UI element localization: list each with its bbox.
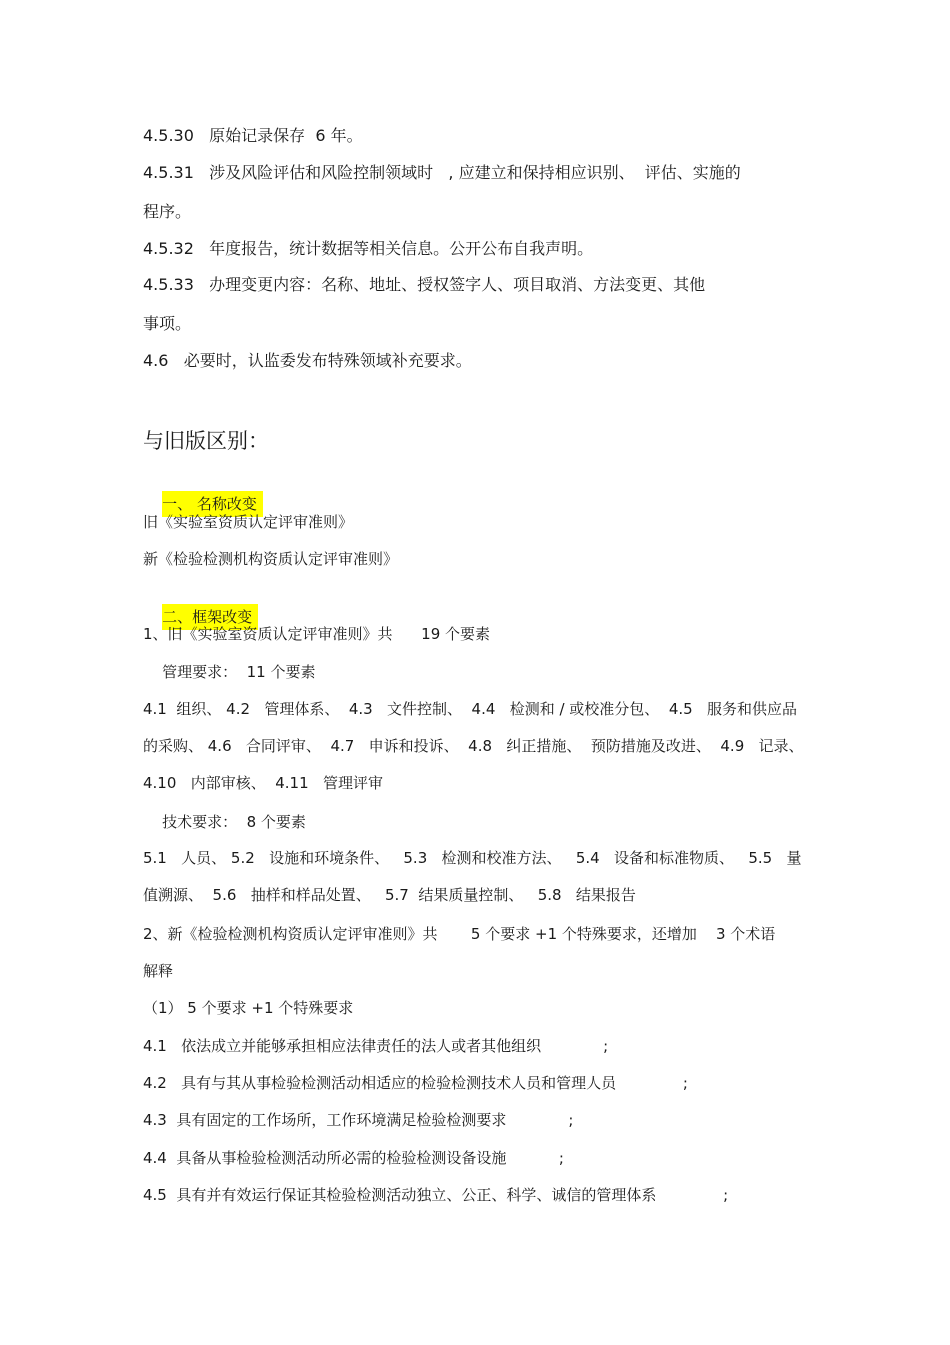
requirement-4-1: 4.1 依法成立并能够承担相应法律责任的法人或者其他组织 ; xyxy=(143,1037,609,1055)
technical-requirements: 技术要求： 8 个要素 xyxy=(143,813,306,831)
requirements-subheading: （1） 5 个要求 +1 个特殊要求 xyxy=(143,999,354,1017)
old-standard-summary: 1、旧《实验室资质认定评审准则》共 19 个要素 xyxy=(143,625,491,643)
technical-items-line-1: 5.1 人员、 5.2 设施和环境条件、 5.3 检测和校准方法、 5.4 设备和标准物质、 5.5 量 xyxy=(143,849,802,867)
requirement-4-3: 4.3 具有固定的工作场所，工作环境满足检验检测要求 ; xyxy=(143,1111,574,1129)
new-standard-summary-cont: 解释 xyxy=(143,962,174,980)
clause-4-6: 4.6 必要时，认监委发布特殊领域补充要求。 xyxy=(143,351,472,370)
requirement-4-2: 4.2 具有与其从事检验检测活动相适应的检验检测技术人员和管理人员 ; xyxy=(143,1074,688,1092)
framework-change-label: 二、框架改变 xyxy=(143,587,258,647)
section-title: 与旧版区别： xyxy=(143,429,269,453)
clause-4-5-31-cont: 程序。 xyxy=(143,202,192,221)
clause-4-5-30: 4.5.30 原始记录保存 6 年。 xyxy=(143,126,363,145)
new-name: 新《检验检测机构资质认定评审准则》 xyxy=(143,550,399,568)
management-items-line-3: 4.10 内部审核、 4.11 管理评审 xyxy=(143,774,383,792)
old-name: 旧《实验室资质认定评审准则》 xyxy=(143,513,354,531)
management-requirements: 管理要求： 11 个要素 xyxy=(143,663,316,681)
clause-4-5-31: 4.5.31 涉及风险评估和风险控制领域时 , 应建立和保持相应识别、 评估、实施的 xyxy=(143,163,741,182)
clause-4-5-33-cont: 事项。 xyxy=(143,314,192,333)
management-items-line-1: 4.1 组织、 4.2 管理体系、 4.3 文件控制、 4.4 检测和 / 或校准分包、 4.5 服务和供应品 xyxy=(143,700,797,718)
name-change-label: 一、 名称改变 xyxy=(143,474,263,534)
new-standard-summary: 2、新《检验检测机构资质认定评审准则》共 5 个要求 +1 个特殊要求，还增加 3 个术语 xyxy=(143,925,776,943)
technical-items-line-2: 值溯源、 5.6 抽样和样品处置、 5.7 结果质量控制、 5.8 结果报告 xyxy=(143,886,636,904)
management-items-line-2: 的采购、 4.6 合同评审、 4.7 申诉和投诉、 4.8 纠正措施、 预防措施及改进、 4.9 记录、 xyxy=(143,737,804,755)
clause-4-5-33: 4.5.33 办理变更内容：名称、地址、授权签字人、项目取消、方法变更、其他 xyxy=(143,275,706,294)
clause-4-5-32: 4.5.32 年度报告，统计数据等相关信息。公开公布自我声明。 xyxy=(143,239,594,258)
requirement-4-4: 4.4 具备从事检验检测活动所必需的检验检测设备设施 ; xyxy=(143,1149,564,1167)
requirement-4-5: 4.5 具有并有效运行保证其检验检测活动独立、公正、科学、诚信的管理体系 ; xyxy=(143,1186,729,1204)
